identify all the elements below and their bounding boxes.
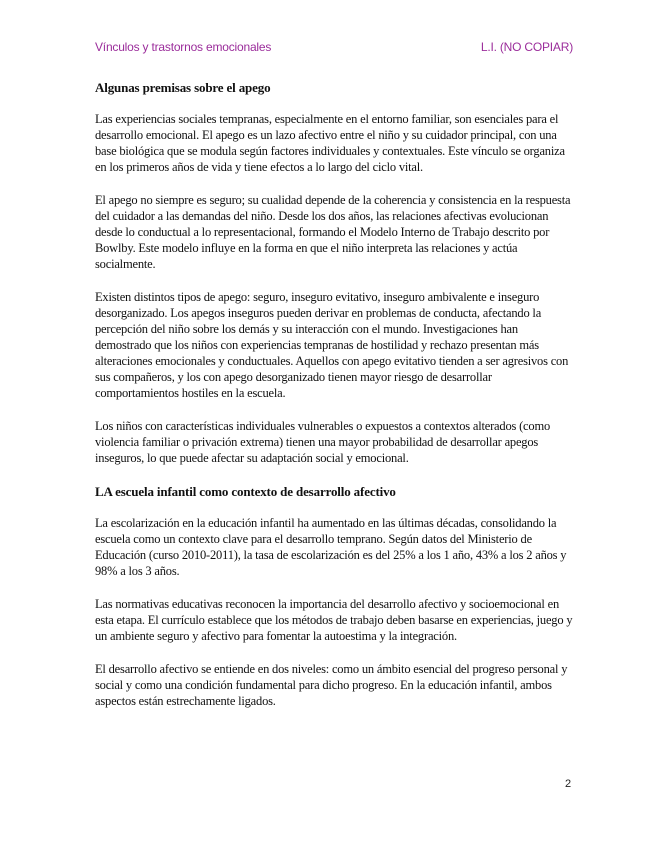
paragraph: Las normativas educativas reconocen la importancia del desarrollo afectivo y socioemocional en esta etapa. El currículo establece que los métodos de trabajo deben basarse en experiencias, juego y un ambiente seguro y afectivo para fomentar la autoestima y la integración. xyxy=(95,597,573,643)
copy-notice: L.I. (NO COPIAR) xyxy=(480,40,573,54)
document-body xyxy=(95,79,575,726)
section-apego xyxy=(95,79,575,466)
section-heading: Algunas premisas sobre el apego xyxy=(95,80,271,95)
paragraph: Existen distintos tipos de apego: seguro, inseguro evitativo, inseguro ambivalente e inseguro desorganizado. Los apegos inseguros pueden derivar en problemas de conducta, afectando la percepción del niño sobre los demás y su interacción con el mundo. Investigaciones han demostrado que los niños con experiencias tempranas de hostilidad y rechazo presentan más alteraciones emocionales y conductuales. Aquellos con apego evitativo tienden a ser agresivos con sus compañeros, y los con apego desorganizado tienen mayor riesgo de desarrollar comportamientos hostiles en la escuela. xyxy=(95,290,569,400)
section-heading: LA escuela infantil como contexto de desarrollo afectivo xyxy=(95,484,396,499)
document-title: Vínculos y trastornos emocionales xyxy=(95,40,272,54)
paragraph: El apego no siempre es seguro; su cualidad depende de la coherencia y consistencia en la respuesta del cuidador a las demandas del niño. Desde los dos años, las relaciones afectivas evolucionan desde lo conductual a lo representacional, formando el Modelo Interno de Trabajo descrito por Bowlby. Este modelo influye en la forma en que el niño interpreta las relaciones y actúa socialmente. xyxy=(95,193,571,271)
page-header xyxy=(95,40,573,56)
paragraph: El desarrollo afectivo se entiende en dos niveles: como un ámbito esencial del progreso personal y social y como una condición fundamental para dicho progreso. En la educación infantil, ambos aspectos están estrechamente ligados. xyxy=(95,662,568,708)
paragraph: Las experiencias sociales tempranas, especialmente en el entorno familiar, son esenciales para el desarrollo emocional. El apego es un lazo afectivo entre el niño y su cuidador principal, con una base biológica que se modula según factores individuales y contextuales. Este vínculo se organiza en los primeros años de vida y tiene efectos a lo largo del ciclo vital. xyxy=(95,112,565,174)
paragraph: Los niños con características individuales vulnerables o expuestos a contextos alterados (como violencia familiar o privación extrema) tienen una mayor probabilidad de desarrollar apegos inseguros, lo que puede afectar su adaptación social y emocional. xyxy=(95,419,551,465)
page-number: 2 xyxy=(565,778,572,790)
section-escuela-infantil xyxy=(95,483,575,709)
paragraph: La escolarización en la educación infantil ha aumentado en las últimas décadas, consolidando la escuela como un contexto clave para el desarrollo temprano. Según datos del Ministerio de Educación (curso 2010-2011), la tasa de escolarización es del 25% a los 1 año, 43% a los 2 años y 98% a los 3 años. xyxy=(95,516,567,578)
